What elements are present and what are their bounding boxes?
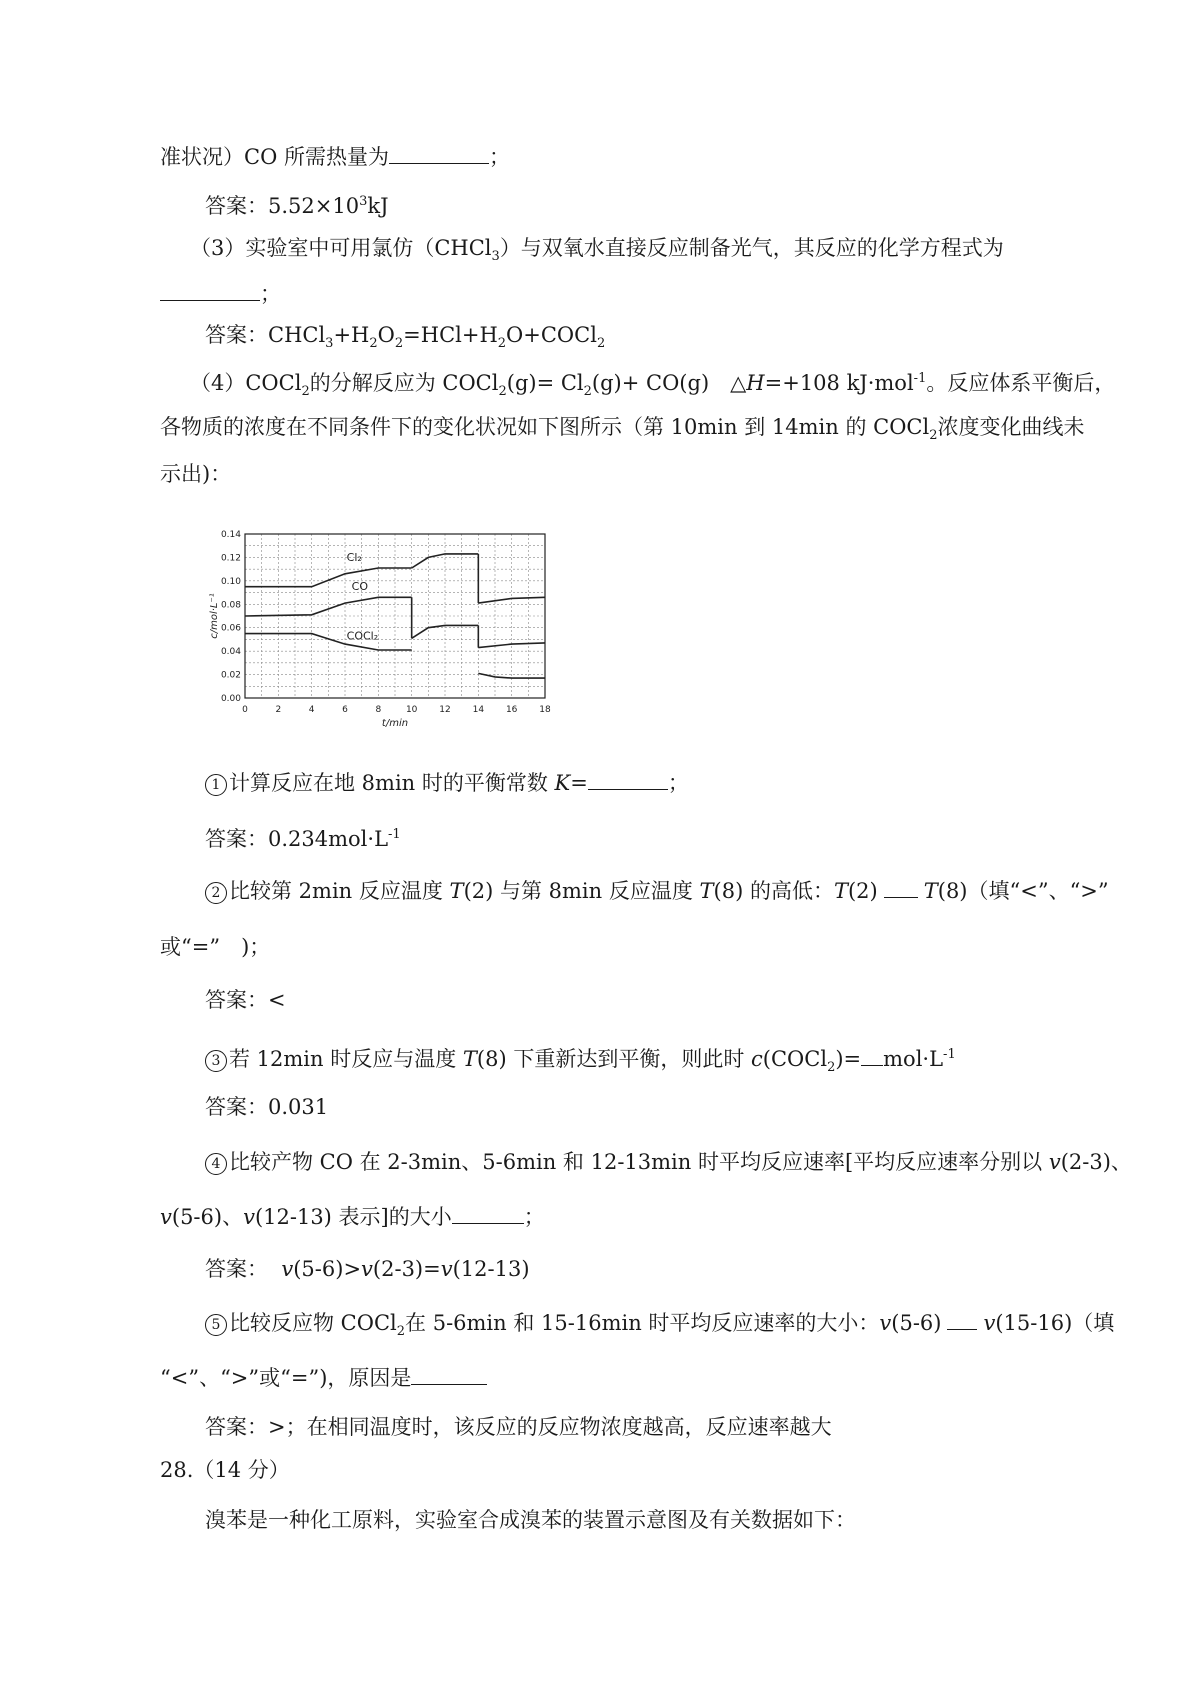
y-tick-label: 0.04: [220, 647, 241, 658]
question-4: （4）COCl$_2$的分解反应为 COCl$_2$(g)= $Cl_2(g)+ CO(g)$ △H=+108 kJ·mol$^{-1}$。反应体系平衡后，: [190, 371, 1116, 400]
answer-blank: [411, 1366, 487, 1385]
text-line: 或“=” )；: [160, 935, 271, 959]
answer-line: 答案：$5.52\times 10^3kJ$: [205, 194, 389, 218]
y-tick-label: 0.00: [220, 694, 241, 704]
x-tick-label: 6: [342, 705, 348, 715]
chart-grid: [245, 534, 545, 698]
series-line-cl2: [412, 554, 479, 568]
circled-number: 3: [205, 1050, 227, 1072]
subquestion-2: 2 比较第 2min 反应温度 T(2) 与第 8min 反应温度 T(8) 的高低：T(2) T(8)（填“<”、“>”: [205, 876, 1109, 906]
series-label-co: CO: [351, 580, 369, 594]
circled-number: 4: [205, 1153, 227, 1175]
answer-blank: [160, 282, 260, 301]
text-line: v(5-6)、v(12-13) 表示]的大小 ；: [160, 1205, 545, 1229]
x-tick-label: 16: [505, 705, 518, 715]
text-line: 示出)：: [160, 462, 232, 486]
x-tick-label: 8: [375, 705, 382, 715]
answer-line: 答案：$0.234mol\cdot L^{-1}$: [205, 827, 401, 851]
y-axis-label: c/mol·L⁻¹: [209, 593, 220, 639]
answer-blank: [884, 879, 918, 898]
concentration-chart: [205, 522, 565, 747]
text-line: 各物质的浓度在不同条件下的变化状况如下图所示（第 10min 到 14min 的 COCl$_2$浓度变化曲线未: [160, 415, 1085, 444]
y-tick-label: 0.10: [220, 576, 241, 587]
answer-blank: [452, 1205, 524, 1224]
y-tick-label: 0.14: [220, 530, 241, 540]
text-line: 溴苯是一种化工原料，实验室合成溴苯的装置示意图及有关数据如下：: [205, 1508, 856, 1532]
x-tick-label: 14: [472, 705, 485, 715]
text-line: ；: [160, 279, 281, 309]
subquestion-1: 1 计算反应在地 8min 时的平衡常数 K= ；: [205, 768, 689, 798]
answer-blank: [861, 1047, 883, 1066]
text-line: “<”、“>”或“=”)，原因是: [160, 1363, 487, 1393]
x-tick-label: 12: [439, 705, 451, 715]
x-axis-label: t/min: [381, 718, 409, 729]
text-line: 准状况）CO 所需热量为 ；: [160, 145, 510, 169]
answer-line: 答案：$CHCl_3+H_2O_2=HCl+H_2O+COCl_2$: [205, 323, 606, 352]
y-tick-label: 0.12: [220, 553, 241, 564]
x-tick-label: 2: [275, 705, 282, 715]
x-tick-label: 0: [242, 705, 248, 715]
x-tick-label: 10: [405, 705, 418, 715]
question-28-heading: 28.（14 分）: [160, 1458, 290, 1482]
subquestion-3: 3 若 12min 时反应与温度 T(8) 下重新达到平衡，则此时 c(COCl$_2$)= $mol\cdot L^{-1}$: [205, 1040, 956, 1083]
circled-number: 2: [205, 882, 227, 904]
answer-blank: [389, 145, 489, 164]
circled-number: 1: [205, 774, 227, 796]
series-label-cl2: Cl₂: [346, 550, 362, 564]
y-tick-label: 0.06: [220, 623, 241, 634]
x-tick-label: 18: [539, 705, 551, 715]
answer-line: 答案：>；在相同温度时，该反应的反应物浓度越高，反应速率越大: [205, 1415, 832, 1439]
y-tick-label: 0.02: [220, 670, 241, 681]
answer-blank: [588, 771, 668, 790]
series-label-cocl2: COCl₂: [346, 629, 379, 643]
answer-line: 答案： v(5-6)>v(2-3)=v(12-13): [205, 1257, 530, 1281]
answer-blank: [947, 1311, 977, 1330]
circled-number: 5: [205, 1314, 227, 1336]
question-3: （3）实验室中可用氯仿（CHCl$_3$）与双氧水直接反应制备光气，其反应的化学方程式为: [190, 236, 1004, 265]
answer-line: 答案：0.031: [205, 1095, 329, 1119]
y-tick-label: 0.08: [220, 600, 241, 611]
subquestion-5: 5 比较反应物 COCl$_2$在 5-6min 和 15-16min 时平均反应速率的大小：v(5-6) v(15-16)（填: [205, 1308, 1114, 1347]
x-tick-label: 4: [308, 705, 315, 715]
subquestion-4: 4 比较产物 CO 在 2-3min、5-6min 和 12-13min 时平均反应速率[平均反应速率分别以 v(2-3)、: [205, 1147, 1132, 1177]
answer-line: 答案：<: [205, 988, 286, 1012]
